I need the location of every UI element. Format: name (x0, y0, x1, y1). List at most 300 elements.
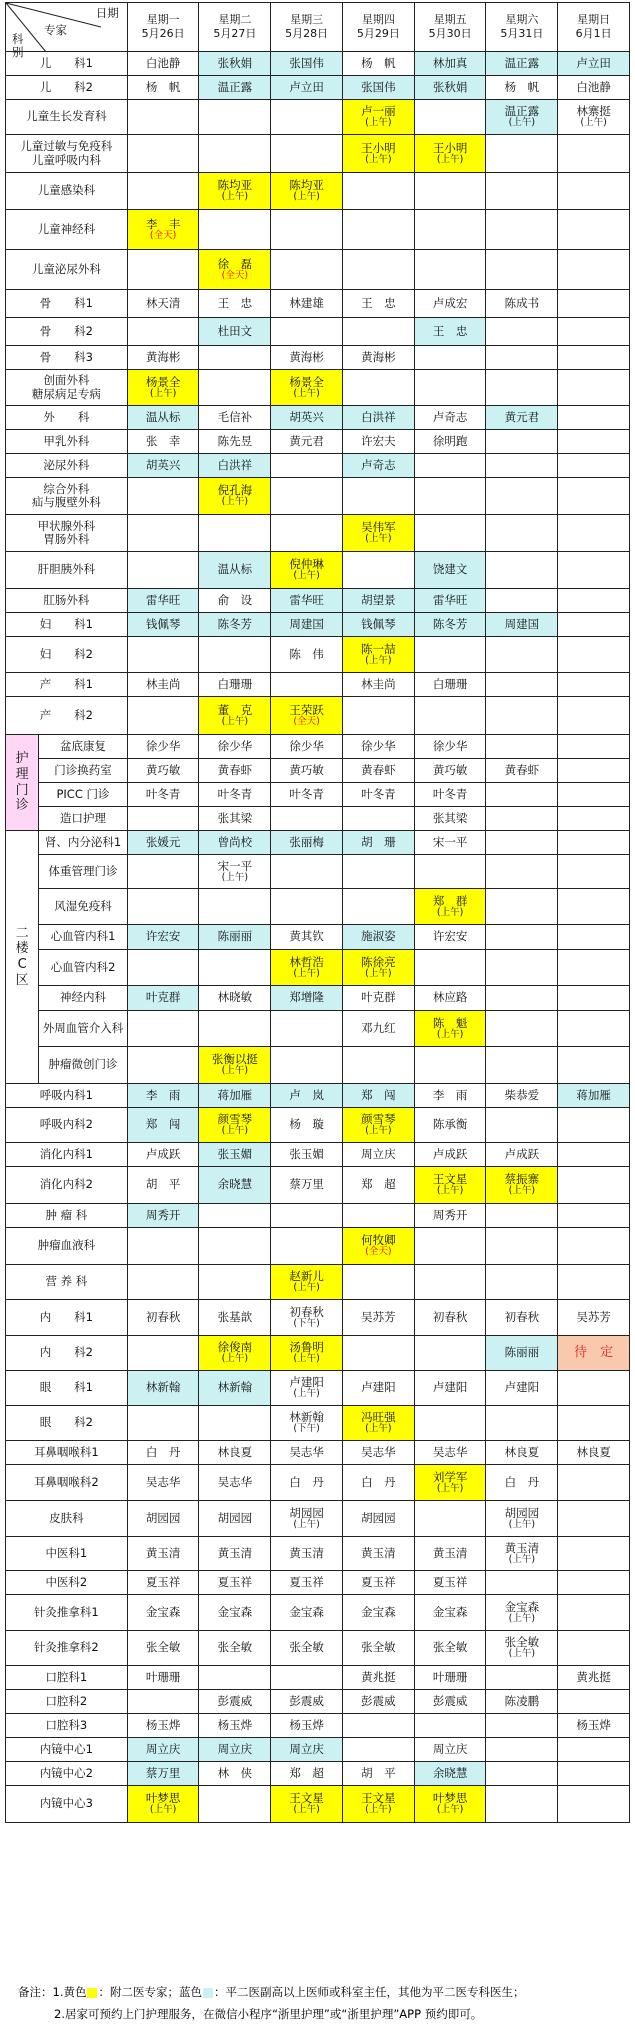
doctor-name: 李 雨 (432, 1087, 468, 1102)
session-note: (下午) (293, 1423, 320, 1435)
session-note: (全天) (365, 1246, 392, 1258)
schedule-cell (558, 1571, 630, 1595)
schedule-cell (558, 1537, 630, 1571)
schedule-cell (271, 406, 343, 430)
schedule-cell (414, 889, 486, 925)
schedule-cell (271, 552, 343, 589)
schedule-cell (558, 1465, 630, 1501)
schedule-row (6, 1265, 630, 1300)
session-note: (上午) (221, 1065, 249, 1077)
doctor-name: 徐少华 (432, 738, 468, 753)
schedule-cell (342, 1666, 414, 1690)
schedule-cell (199, 1336, 271, 1371)
schedule-cell (271, 1501, 343, 1537)
schedule-cell (127, 807, 199, 831)
doctor-name: 余晓慧 (217, 1177, 253, 1192)
schedule-cell (199, 552, 271, 589)
doctor-name: 林良夏 (504, 1444, 540, 1459)
doctor-name: 杜田文 (217, 323, 253, 338)
doctor-name: 饶建文 (432, 562, 468, 577)
schedule-cell (199, 1441, 271, 1465)
schedule-cell (558, 210, 630, 250)
schedule-cell (558, 135, 630, 173)
notes-line-1: 备注：1.黄色 ：附二医专家；蓝色 ：平二医副高以上医师或科室主任，其他为平二医专科医生； (18, 1985, 525, 1999)
department-label: 创面外科 糖尿病足专病 (6, 370, 128, 406)
schedule-cell (199, 1762, 271, 1786)
schedule-cell (271, 100, 343, 135)
schedule-cell (414, 1465, 486, 1501)
schedule-cell (342, 1762, 414, 1786)
doctor-name: 胡 平 (145, 1177, 181, 1192)
doctor-name: 张媛元 (145, 834, 181, 849)
doctor-name: 林应路 (432, 990, 468, 1005)
doctor-name: 彭震威 (361, 1693, 396, 1708)
doctor-name: 颜雪琴 (217, 1112, 253, 1127)
doctor-name: 温正露 (504, 55, 540, 70)
schedule-cell (271, 1441, 343, 1465)
schedule-row (6, 1786, 630, 1823)
schedule-cell (342, 515, 414, 552)
schedule-cell (199, 831, 271, 855)
schedule-cell (127, 1108, 199, 1143)
doctor-name: 白 丹 (289, 1474, 324, 1489)
schedule-cell (414, 807, 486, 831)
session-note: (上午) (293, 570, 320, 582)
schedule-cell (127, 515, 199, 552)
schedule-cell (342, 1537, 414, 1571)
schedule-cell (127, 697, 199, 735)
session-note: (上午) (508, 1612, 536, 1624)
schedule-cell (558, 783, 630, 807)
doctor-name: 徐少华 (145, 738, 181, 753)
doctor-name: 胡园园 (361, 1510, 396, 1525)
session-note: (上午) (436, 1482, 464, 1494)
session-note: (全天) (293, 715, 320, 727)
schedule-cell (486, 986, 558, 1011)
schedule-cell (199, 950, 271, 986)
schedule-cell (486, 1690, 558, 1714)
notes-line-2: 2.居家可预约上门护理服务，在微信小程序“浙里护理”或“浙里护理”APP 预约即可。 (54, 2006, 483, 2021)
doctor-name: 张其梁 (217, 810, 253, 825)
department-label: 中医科1 (6, 1537, 128, 1571)
schedule-row (6, 673, 630, 697)
doctor-name: 林圭尚 (361, 676, 396, 691)
schedule-cell (414, 430, 486, 454)
schedule-cell (486, 1501, 558, 1537)
schedule-cell (271, 1011, 343, 1047)
schedule-cell (199, 1501, 271, 1537)
schedule-cell (127, 1047, 199, 1084)
schedule-cell (414, 210, 486, 250)
schedule-cell (414, 1595, 486, 1631)
schedule-cell (199, 807, 271, 831)
schedule-cell (199, 986, 271, 1011)
schedule-cell (199, 1537, 271, 1571)
department-label: 盆底康复 (39, 735, 127, 759)
schedule-cell (271, 1371, 343, 1406)
doctor-name: 杨景全 (289, 374, 324, 389)
doctor-name: 胡园园 (289, 1505, 324, 1520)
schedule-cell (486, 1762, 558, 1786)
department-label: 儿 科1 (6, 52, 128, 76)
schedule-cell (486, 735, 558, 759)
schedule-cell (414, 1666, 486, 1690)
schedule-cell (199, 889, 271, 925)
doctor-name: 陈徐亮 (361, 954, 396, 969)
schedule-row (6, 515, 630, 552)
doctor-name: 张 幸 (145, 433, 181, 448)
group-label-nursing: 护 理 门 诊 (6, 735, 39, 831)
schedule-row (6, 1167, 630, 1204)
doctor-name: 彭震威 (217, 1693, 253, 1708)
department-label: 呼吸内科1 (6, 1084, 128, 1108)
doctor-name: 卢成宏 (432, 295, 468, 310)
schedule-cell (486, 1666, 558, 1690)
schedule-cell (127, 889, 199, 925)
doctor-name: 黄海彬 (289, 349, 324, 364)
schedule-cell (414, 697, 486, 735)
doctor-name: 彭震威 (432, 1693, 468, 1708)
department-label: 肿 瘤 科 (6, 1204, 128, 1228)
session-note: (上午) (365, 1125, 392, 1137)
schedule-row (6, 100, 630, 135)
schedule-cell (271, 1406, 343, 1441)
schedule-cell (199, 1204, 271, 1228)
session-note: (下午) (293, 1317, 320, 1329)
schedule-cell (486, 589, 558, 613)
doctor-name: 夏玉祥 (217, 1574, 253, 1589)
day-header: 星期四 5月29日 (342, 3, 414, 52)
schedule-cell (414, 831, 486, 855)
doctor-name: 徐少华 (289, 738, 324, 753)
doctor-name: 卢立田 (576, 55, 611, 70)
schedule-cell (414, 589, 486, 613)
doctor-name: 颜雪琴 (361, 1112, 396, 1127)
schedule-cell (558, 1714, 630, 1738)
department-label: 内 科2 (6, 1336, 128, 1371)
session-note: (上午) (293, 191, 320, 203)
schedule-row (6, 637, 630, 673)
schedule-cell (342, 173, 414, 210)
schedule-cell (414, 925, 486, 950)
session-note: (全天) (221, 269, 249, 281)
doctor-name: 陈一喆 (361, 641, 396, 656)
department-label: 儿童感染科 (6, 173, 128, 210)
doctor-name: 许宏夫 (361, 433, 396, 448)
doctor-name: 张全敏 (361, 1640, 396, 1655)
schedule-cell (199, 100, 271, 135)
doctor-name: 王 忠 (432, 323, 468, 338)
schedule-cell (127, 552, 199, 589)
doctor-name: 王文星 (361, 1791, 396, 1806)
doctor-name: 黄巧敏 (432, 762, 468, 777)
schedule-cell (342, 1047, 414, 1084)
department-label: 耳鼻咽喉科1 (6, 1441, 128, 1465)
session-note: (上午) (149, 387, 177, 399)
schedule-cell (486, 1047, 558, 1084)
doctor-name: 张全敏 (145, 1640, 181, 1655)
corner-date-label: 日期 (95, 6, 119, 20)
schedule-cell (342, 1690, 414, 1714)
schedule-cell (342, 1465, 414, 1501)
doctor-name: 胡园园 (504, 1505, 540, 1520)
schedule-cell (199, 1143, 271, 1167)
schedule-cell (271, 52, 343, 76)
doctor-name: 胡 珊 (361, 834, 396, 849)
doctor-name: 陈 伟 (289, 646, 324, 661)
doctor-name: 林新翰 (217, 1380, 253, 1395)
doctor-name: 彭震威 (289, 1693, 324, 1708)
doctor-name: 叶冬青 (217, 786, 253, 801)
schedule-cell (414, 950, 486, 986)
schedule-row (6, 1441, 630, 1465)
schedule-cell (414, 1011, 486, 1047)
schedule-cell (342, 1441, 414, 1465)
schedule-cell (342, 552, 414, 589)
doctor-name: 蔡万里 (289, 1177, 324, 1192)
session-note: (上午) (365, 1423, 392, 1435)
doctor-name: 黄春虾 (504, 762, 540, 777)
schedule-cell (342, 1738, 414, 1762)
doctor-name: 钱佩琴 (361, 616, 396, 631)
doctor-name: 黄海彬 (361, 349, 396, 364)
schedule-cell (342, 673, 414, 697)
schedule-cell (558, 552, 630, 589)
schedule-cell (271, 673, 343, 697)
schedule-cell (199, 1265, 271, 1300)
schedule-row (6, 454, 630, 478)
department-label: 针灸推拿科2 (6, 1631, 128, 1666)
doctor-name: 周立庆 (361, 1146, 396, 1161)
schedule-row (6, 1714, 630, 1738)
blue-swatch (203, 1988, 213, 1998)
department-label: 肝胆胰外科 (6, 552, 128, 589)
doctor-name: 徐 磊 (217, 256, 253, 271)
schedule-cell (342, 589, 414, 613)
department-label: 肛肠外科 (6, 589, 128, 613)
department-label: 中医科2 (6, 1571, 128, 1595)
session-note: (上午) (149, 1804, 177, 1816)
doctor-name: 卢建阳 (504, 1380, 540, 1395)
doctor-name: 何牧卿 (361, 1233, 396, 1248)
schedule-row (6, 370, 630, 406)
doctor-name: 胡英兴 (145, 457, 181, 472)
schedule-cell (271, 1714, 343, 1738)
schedule-cell (414, 515, 486, 552)
doctor-name: 杨玉烨 (289, 1717, 324, 1732)
department-label: 妇 科2 (6, 637, 128, 673)
schedule-cell (271, 925, 343, 950)
schedule-cell (127, 673, 199, 697)
schedule-cell (342, 1011, 414, 1047)
doctor-name: 张全敏 (289, 1640, 324, 1655)
schedule-cell (271, 1204, 343, 1228)
doctor-name: 宋一平 (432, 834, 468, 849)
schedule-cell (199, 1108, 271, 1143)
department-label: 口腔科2 (6, 1690, 128, 1714)
schedule-cell (342, 1084, 414, 1108)
schedule-cell (271, 370, 343, 406)
schedule-cell (127, 1143, 199, 1167)
department-label: 综合外科 疝与腹壁外科 (6, 478, 128, 515)
doctor-name: 王小明 (361, 140, 396, 155)
day-header: 星期五 5月30日 (414, 3, 486, 52)
schedule-cell (342, 250, 414, 290)
doctor-name: 温正露 (504, 104, 540, 119)
schedule-cell (558, 1204, 630, 1228)
doctor-name: 张丽梅 (289, 834, 324, 849)
schedule-row (6, 1047, 630, 1084)
doctor-name: 叶梦思 (432, 1791, 468, 1806)
schedule-cell (342, 100, 414, 135)
department-label: 产 科2 (6, 697, 128, 735)
schedule-cell (199, 1595, 271, 1631)
doctor-name: 周建国 (504, 616, 540, 631)
session-note: (上午) (293, 967, 320, 979)
schedule-cell (558, 986, 630, 1011)
schedule-row (6, 318, 630, 346)
doctor-name: 金宝森 (432, 1604, 468, 1619)
doctor-name: 叶冬青 (361, 786, 396, 801)
doctor-name: 吴苏芳 (361, 1309, 396, 1324)
schedule-row (6, 1465, 630, 1501)
schedule-cell (342, 1406, 414, 1441)
schedule-cell (558, 1108, 630, 1143)
department-label: 造口护理 (39, 807, 127, 831)
doctor-name: 卢建阳 (289, 1375, 324, 1390)
schedule-cell (414, 735, 486, 759)
department-label: 内镜中心1 (6, 1738, 128, 1762)
schedule-row (6, 855, 630, 889)
schedule-cell (127, 759, 199, 783)
schedule-cell (414, 1084, 486, 1108)
doctor-name: 吴志华 (289, 1444, 324, 1459)
doctor-name: 林圭尚 (145, 676, 181, 691)
schedule-cell (414, 346, 486, 370)
schedule-cell (414, 1300, 486, 1336)
doctor-name: 初春秋 (145, 1309, 181, 1324)
schedule-cell (486, 1786, 558, 1823)
schedule-cell (486, 925, 558, 950)
schedule-cell (414, 1108, 486, 1143)
doctor-name: 卢立田 (289, 79, 324, 94)
schedule-cell (271, 515, 343, 552)
corner-dept-label: 科 别 (12, 32, 24, 60)
schedule-cell (127, 1762, 199, 1786)
schedule-cell (127, 1228, 199, 1265)
schedule-cell (199, 1011, 271, 1047)
schedule-cell (271, 807, 343, 831)
doctor-name: 张玉媚 (217, 1146, 253, 1161)
schedule-cell (486, 1084, 558, 1108)
doctor-name: 陈 魁 (432, 1015, 468, 1030)
doctor-name: 郑 闯 (361, 1087, 396, 1102)
schedule-cell (558, 855, 630, 889)
schedule-body (6, 52, 630, 1823)
schedule-cell (127, 210, 199, 250)
schedule-cell (486, 1336, 558, 1371)
schedule-cell (342, 290, 414, 318)
doctor-name: 黄巧敏 (145, 762, 181, 777)
schedule-cell (199, 1406, 271, 1441)
schedule-cell (127, 1714, 199, 1738)
session-note: (上午) (293, 1282, 320, 1294)
schedule-cell (558, 100, 630, 135)
schedule-cell (558, 1631, 630, 1666)
schedule-row (6, 52, 630, 76)
session-note: (上午) (508, 1518, 536, 1530)
schedule-cell (486, 1300, 558, 1336)
doctor-name: 杨玉烨 (576, 1717, 611, 1732)
doctor-name: 周建国 (289, 616, 324, 631)
schedule-cell (127, 478, 199, 515)
doctor-name: 林加真 (432, 55, 468, 70)
schedule-cell (414, 1406, 486, 1441)
doctor-name: 王文星 (289, 1791, 324, 1806)
schedule-cell (271, 478, 343, 515)
department-label: 神经内科 (39, 986, 127, 1011)
schedule-cell (486, 1265, 558, 1300)
doctor-name: 黄海彬 (145, 349, 181, 364)
doctor-name: 林 侠 (217, 1765, 253, 1780)
schedule-table (5, 2, 630, 1823)
department-label: 消化内科2 (6, 1167, 128, 1204)
doctor-name: 汤鲁明 (289, 1340, 324, 1355)
schedule-cell (199, 855, 271, 889)
schedule-cell (127, 318, 199, 346)
schedule-cell (127, 1011, 199, 1047)
department-label: 耳鼻咽喉科2 (6, 1465, 128, 1501)
doctor-name: 吴伟军 (361, 520, 396, 535)
schedule-cell (342, 1631, 414, 1666)
doctor-name: 陈均亚 (217, 178, 253, 193)
schedule-cell (486, 697, 558, 735)
session-note: (全天) (149, 229, 177, 241)
schedule-cell (271, 1336, 343, 1371)
doctor-name: 卢成跃 (504, 1146, 540, 1161)
doctor-name: 叶克群 (361, 990, 396, 1005)
schedule-row (6, 406, 630, 430)
doctor-name: 叶珊珊 (432, 1669, 468, 1684)
doctor-name: 胡望景 (361, 592, 396, 607)
schedule-cell (271, 210, 343, 250)
department-label: 肿瘤微创门诊 (39, 1047, 127, 1084)
doctor-name: 张其梁 (432, 810, 468, 825)
schedule-cell (127, 950, 199, 986)
schedule-row (6, 1571, 630, 1595)
schedule-cell (414, 1738, 486, 1762)
schedule-cell (199, 515, 271, 552)
schedule-cell (271, 697, 343, 735)
schedule-row (6, 783, 630, 807)
schedule-row (6, 1084, 630, 1108)
schedule-cell (486, 370, 558, 406)
schedule-cell (414, 290, 486, 318)
schedule-cell (271, 589, 343, 613)
schedule-cell (486, 613, 558, 637)
doctor-name: 杨玉烨 (145, 1717, 181, 1732)
doctor-name: 曾尚校 (217, 834, 253, 849)
department-label: 骨 科3 (6, 346, 128, 370)
doctor-name: 徐明跑 (432, 433, 468, 448)
doctor-name: 冯旺强 (361, 1410, 396, 1425)
department-label: 产 科1 (6, 673, 128, 697)
schedule-cell (486, 637, 558, 673)
schedule-cell (342, 430, 414, 454)
schedule-cell (127, 346, 199, 370)
schedule-cell (558, 950, 630, 986)
schedule-cell (342, 831, 414, 855)
